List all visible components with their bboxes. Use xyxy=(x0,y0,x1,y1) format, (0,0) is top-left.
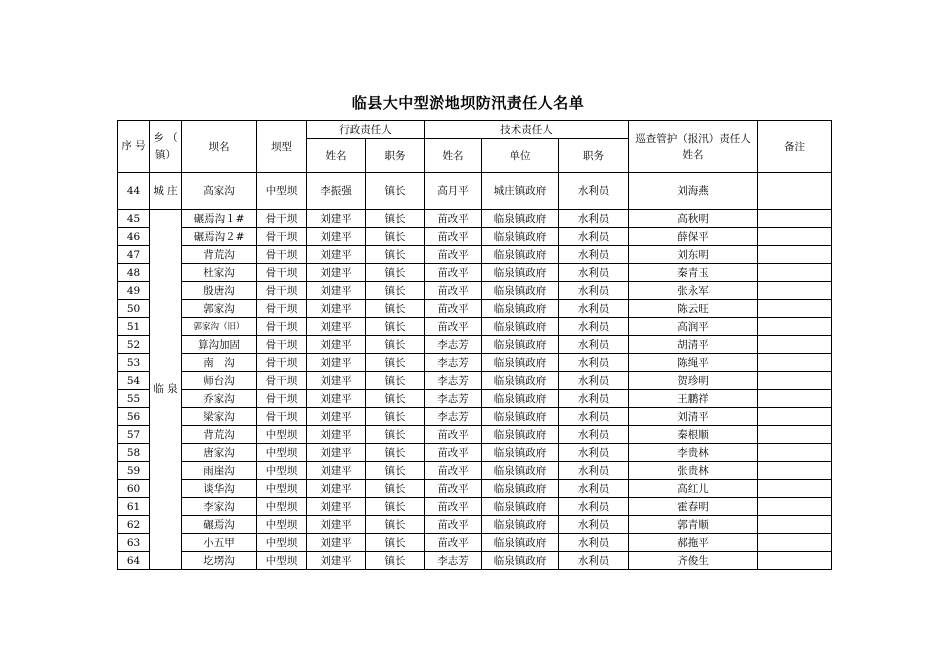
cell-patrol: 薛保平 xyxy=(629,228,758,246)
cell-admin-post: 镇长 xyxy=(366,228,425,246)
cell-tech-post: 水利员 xyxy=(559,282,629,300)
cell-dam-type: 骨干坝 xyxy=(257,264,307,282)
cell-dam-name: 杜家沟 xyxy=(182,264,257,282)
cell-tech-name: 苗改平 xyxy=(425,498,482,516)
cell-admin-name: 刘建平 xyxy=(307,210,366,228)
cell-tech-name: 苗改平 xyxy=(425,444,482,462)
header-remark: 备注 xyxy=(758,121,832,173)
table-row xyxy=(118,282,832,300)
cell-seq: 44 xyxy=(118,173,150,210)
cell-remark xyxy=(758,552,832,570)
cell-seq: 45 xyxy=(118,210,150,228)
cell-dam-type: 骨干坝 xyxy=(257,318,307,336)
cell-admin-name: 刘建平 xyxy=(307,390,366,408)
cell-admin-name: 刘建平 xyxy=(307,336,366,354)
cell-admin-post: 镇长 xyxy=(366,318,425,336)
cell-dam-type: 中型坝 xyxy=(257,426,307,444)
cell-patrol: 郝拖平 xyxy=(629,534,758,552)
cell-tech-name: 苗改平 xyxy=(425,534,482,552)
header-tech-name: 姓名 xyxy=(425,139,482,173)
cell-admin-name: 刘建平 xyxy=(307,282,366,300)
cell-tech-name: 苗改平 xyxy=(425,426,482,444)
cell-tech-post: 水利员 xyxy=(559,336,629,354)
header-admin-name: 姓名 xyxy=(307,139,366,173)
cell-admin-name: 刘建平 xyxy=(307,354,366,372)
cell-admin-name: 刘建平 xyxy=(307,408,366,426)
header-town: 乡 （ 镇） xyxy=(150,121,182,173)
cell-patrol: 陈云旺 xyxy=(629,300,758,318)
cell-tech-unit: 临泉镇政府 xyxy=(482,390,559,408)
cell-admin-post: 镇长 xyxy=(366,426,425,444)
cell-tech-post: 水利员 xyxy=(559,516,629,534)
cell-tech-unit: 临泉镇政府 xyxy=(482,498,559,516)
cell-tech-name: 苗改平 xyxy=(425,462,482,480)
cell-admin-post: 镇长 xyxy=(366,516,425,534)
cell-admin-name: 刘建平 xyxy=(307,318,366,336)
cell-dam-type: 中型坝 xyxy=(257,552,307,570)
cell-tech-name: 苗改平 xyxy=(425,228,482,246)
cell-tech-post: 水利员 xyxy=(559,534,629,552)
cell-tech-name: 苗改平 xyxy=(425,264,482,282)
cell-seq: 61 xyxy=(118,498,150,516)
cell-dam-name: 小五甲 xyxy=(182,534,257,552)
cell-tech-post: 水利员 xyxy=(559,318,629,336)
cell-admin-post: 镇长 xyxy=(366,300,425,318)
cell-tech-post: 水利员 xyxy=(559,480,629,498)
table-row xyxy=(118,516,832,534)
table-row xyxy=(118,426,832,444)
cell-remark xyxy=(758,498,832,516)
cell-tech-post: 水利员 xyxy=(559,426,629,444)
cell-tech-name: 苗改平 xyxy=(425,210,482,228)
cell-tech-post: 水利员 xyxy=(559,552,629,570)
cell-dam-name: 高家沟 xyxy=(182,173,257,210)
cell-dam-name: 算沟加固 xyxy=(182,336,257,354)
header-dam-type: 坝型 xyxy=(257,121,307,173)
cell-patrol: 张永军 xyxy=(629,282,758,300)
cell-remark xyxy=(758,246,832,264)
cell-dam-name: 谈华沟 xyxy=(182,480,257,498)
table-row xyxy=(118,264,832,282)
table-row xyxy=(118,372,832,390)
cell-tech-name: 苗改平 xyxy=(425,318,482,336)
cell-seq: 47 xyxy=(118,246,150,264)
cell-remark xyxy=(758,264,832,282)
cell-admin-name: 刘建平 xyxy=(307,462,366,480)
cell-admin-post: 镇长 xyxy=(366,336,425,354)
cell-remark xyxy=(758,282,832,300)
cell-patrol: 刘东明 xyxy=(629,246,758,264)
cell-admin-name: 刘建平 xyxy=(307,444,366,462)
cell-remark xyxy=(758,408,832,426)
cell-tech-post: 水利员 xyxy=(559,264,629,282)
cell-tech-unit: 临泉镇政府 xyxy=(482,228,559,246)
cell-tech-name: 李志芳 xyxy=(425,336,482,354)
cell-seq: 52 xyxy=(118,336,150,354)
cell-dam-name: 碾焉沟１# xyxy=(182,210,257,228)
cell-patrol: 陈绳平 xyxy=(629,354,758,372)
cell-dam-type: 骨干坝 xyxy=(257,336,307,354)
cell-admin-post: 镇长 xyxy=(366,462,425,480)
cell-admin-name: 刘建平 xyxy=(307,552,366,570)
cell-dam-name: 殷唐沟 xyxy=(182,282,257,300)
cell-dam-name: 唐家沟 xyxy=(182,444,257,462)
cell-seq: 55 xyxy=(118,390,150,408)
cell-tech-name: 李志芳 xyxy=(425,552,482,570)
cell-seq: 59 xyxy=(118,462,150,480)
cell-admin-post: 镇长 xyxy=(366,264,425,282)
table-row xyxy=(118,534,832,552)
cell-remark xyxy=(758,480,832,498)
cell-dam-name: 郭家沟 xyxy=(182,300,257,318)
cell-seq: 56 xyxy=(118,408,150,426)
cell-tech-name: 苗改平 xyxy=(425,282,482,300)
cell-tech-unit: 临泉镇政府 xyxy=(482,336,559,354)
cell-patrol: 高秋明 xyxy=(629,210,758,228)
cell-admin-name: 刘建平 xyxy=(307,534,366,552)
cell-tech-post: 水利员 xyxy=(559,498,629,516)
table-row xyxy=(118,210,832,228)
cell-admin-name: 刘建平 xyxy=(307,372,366,390)
cell-tech-name: 苗改平 xyxy=(425,516,482,534)
cell-patrol: 高润平 xyxy=(629,318,758,336)
table-body xyxy=(118,121,832,570)
table-row xyxy=(118,444,832,462)
cell-seq: 60 xyxy=(118,480,150,498)
cell-dam-type: 骨干坝 xyxy=(257,390,307,408)
cell-tech-unit: 临泉镇政府 xyxy=(482,372,559,390)
cell-tech-unit: 临泉镇政府 xyxy=(482,426,559,444)
cell-dam-type: 骨干坝 xyxy=(257,282,307,300)
cell-patrol: 秦青玉 xyxy=(629,264,758,282)
cell-patrol: 李贵林 xyxy=(629,444,758,462)
cell-dam-type: 骨干坝 xyxy=(257,246,307,264)
cell-seq: 63 xyxy=(118,534,150,552)
cell-tech-post: 水利员 xyxy=(559,390,629,408)
cell-tech-unit: 临泉镇政府 xyxy=(482,354,559,372)
cell-tech-unit: 临泉镇政府 xyxy=(482,480,559,498)
cell-tech-post: 水利员 xyxy=(559,210,629,228)
cell-remark xyxy=(758,318,832,336)
cell-dam-name: 李家沟 xyxy=(182,498,257,516)
cell-patrol: 齐俊生 xyxy=(629,552,758,570)
cell-dam-name: 梁家沟 xyxy=(182,408,257,426)
header-admin-group: 行政责任人 xyxy=(307,121,425,139)
cell-admin-name: 刘建平 xyxy=(307,300,366,318)
cell-remark xyxy=(758,462,832,480)
cell-tech-name: 苗改平 xyxy=(425,300,482,318)
cell-tech-unit: 临泉镇政府 xyxy=(482,318,559,336)
cell-tech-unit: 临泉镇政府 xyxy=(482,210,559,228)
cell-tech-post: 水利员 xyxy=(559,462,629,480)
cell-dam-type: 骨干坝 xyxy=(257,354,307,372)
cell-admin-name: 刘建平 xyxy=(307,498,366,516)
cell-tech-unit: 临泉镇政府 xyxy=(482,300,559,318)
cell-remark xyxy=(758,426,832,444)
cell-admin-post: 镇长 xyxy=(366,282,425,300)
cell-seq: 46 xyxy=(118,228,150,246)
cell-tech-name: 李志芳 xyxy=(425,390,482,408)
cell-seq: 50 xyxy=(118,300,150,318)
cell-admin-name: 刘建平 xyxy=(307,246,366,264)
cell-patrol: 张贵林 xyxy=(629,462,758,480)
cell-remark xyxy=(758,390,832,408)
cell-dam-type: 中型坝 xyxy=(257,516,307,534)
cell-seq: 54 xyxy=(118,372,150,390)
header-tech-post: 职务 xyxy=(559,139,629,173)
cell-seq: 51 xyxy=(118,318,150,336)
cell-patrol: 郭青顺 xyxy=(629,516,758,534)
cell-dam-type: 骨干坝 xyxy=(257,210,307,228)
table-row xyxy=(118,462,832,480)
cell-seq: 48 xyxy=(118,264,150,282)
cell-dam-name: 乔家沟 xyxy=(182,390,257,408)
cell-town: 城 庄 xyxy=(150,173,182,210)
table-row xyxy=(118,228,832,246)
cell-admin-post: 镇长 xyxy=(366,498,425,516)
cell-dam-type: 中型坝 xyxy=(257,498,307,516)
cell-patrol: 刘清平 xyxy=(629,408,758,426)
cell-admin-post: 镇长 xyxy=(366,480,425,498)
cell-admin-name: 刘建平 xyxy=(307,480,366,498)
cell-seq: 49 xyxy=(118,282,150,300)
table-row xyxy=(118,390,832,408)
cell-dam-type: 中型坝 xyxy=(257,444,307,462)
cell-patrol: 高红儿 xyxy=(629,480,758,498)
header-seq: 序 号 xyxy=(118,121,150,173)
cell-tech-unit: 城庄镇政府 xyxy=(482,173,559,210)
cell-tech-unit: 临泉镇政府 xyxy=(482,444,559,462)
cell-dam-type: 骨干坝 xyxy=(257,228,307,246)
cell-remark xyxy=(758,336,832,354)
cell-tech-name: 苗改平 xyxy=(425,480,482,498)
header-row-1 xyxy=(118,121,832,139)
responsibility-table xyxy=(117,120,832,570)
header-dam-name: 坝名 xyxy=(182,121,257,173)
cell-patrol: 王鹏祥 xyxy=(629,390,758,408)
cell-admin-post: 镇长 xyxy=(366,408,425,426)
cell-patrol: 贺珍明 xyxy=(629,372,758,390)
cell-town: 临 泉 xyxy=(150,210,182,570)
cell-tech-post: 水利员 xyxy=(559,300,629,318)
cell-dam-name: 背荒沟 xyxy=(182,246,257,264)
cell-dam-name: 背荒沟 xyxy=(182,426,257,444)
cell-tech-post: 水利员 xyxy=(559,173,629,210)
cell-tech-name: 李志芳 xyxy=(425,354,482,372)
cell-dam-type: 中型坝 xyxy=(257,534,307,552)
cell-dam-type: 骨干坝 xyxy=(257,300,307,318)
cell-tech-post: 水利员 xyxy=(559,408,629,426)
cell-seq: 57 xyxy=(118,426,150,444)
cell-admin-post: 镇长 xyxy=(366,354,425,372)
cell-remark xyxy=(758,210,832,228)
cell-remark xyxy=(758,516,832,534)
cell-remark xyxy=(758,444,832,462)
cell-seq: 53 xyxy=(118,354,150,372)
cell-tech-unit: 临泉镇政府 xyxy=(482,246,559,264)
table-row xyxy=(118,173,832,210)
cell-seq: 58 xyxy=(118,444,150,462)
cell-admin-post: 镇长 xyxy=(366,210,425,228)
cell-dam-type: 中型坝 xyxy=(257,480,307,498)
cell-admin-post: 镇长 xyxy=(366,552,425,570)
cell-admin-name: 刘建平 xyxy=(307,264,366,282)
cell-tech-post: 水利员 xyxy=(559,372,629,390)
cell-patrol: 刘海燕 xyxy=(629,173,758,210)
cell-dam-name: 郭家沟（旧） xyxy=(182,318,257,336)
cell-tech-post: 水利员 xyxy=(559,354,629,372)
table-row xyxy=(118,354,832,372)
cell-patrol: 胡清平 xyxy=(629,336,758,354)
table-row xyxy=(118,336,832,354)
cell-tech-name: 苗改平 xyxy=(425,246,482,264)
table-row xyxy=(118,408,832,426)
cell-admin-post: 镇长 xyxy=(366,444,425,462)
cell-remark xyxy=(758,534,832,552)
cell-seq: 62 xyxy=(118,516,150,534)
cell-admin-name: 李振强 xyxy=(307,173,366,210)
header-admin-post: 职务 xyxy=(366,139,425,173)
cell-admin-post: 镇长 xyxy=(366,534,425,552)
cell-tech-unit: 临泉镇政府 xyxy=(482,516,559,534)
header-patrol: 巡查管护（报汛）责任人 姓名 xyxy=(629,121,758,173)
cell-tech-unit: 临泉镇政府 xyxy=(482,408,559,426)
cell-admin-name: 刘建平 xyxy=(307,426,366,444)
cell-remark xyxy=(758,354,832,372)
cell-tech-unit: 临泉镇政府 xyxy=(482,282,559,300)
cell-dam-type: 骨干坝 xyxy=(257,408,307,426)
table-row xyxy=(118,480,832,498)
cell-tech-name: 高月平 xyxy=(425,173,482,210)
cell-remark xyxy=(758,173,832,210)
cell-admin-post: 镇长 xyxy=(366,390,425,408)
cell-admin-name: 刘建平 xyxy=(307,516,366,534)
cell-dam-type: 中型坝 xyxy=(257,462,307,480)
table-row xyxy=(118,300,832,318)
cell-dam-name: 南 沟 xyxy=(182,354,257,372)
cell-remark xyxy=(758,372,832,390)
cell-admin-post: 镇长 xyxy=(366,372,425,390)
cell-tech-post: 水利员 xyxy=(559,444,629,462)
cell-dam-type: 骨干坝 xyxy=(257,372,307,390)
cell-tech-post: 水利员 xyxy=(559,228,629,246)
cell-dam-name: 碾焉沟 xyxy=(182,516,257,534)
cell-remark xyxy=(758,228,832,246)
cell-remark xyxy=(758,300,832,318)
cell-patrol: 霍春明 xyxy=(629,498,758,516)
cell-dam-type: 中型坝 xyxy=(257,173,307,210)
header-tech-unit: 单位 xyxy=(482,139,559,173)
cell-admin-post: 镇长 xyxy=(366,246,425,264)
cell-admin-name: 刘建平 xyxy=(307,228,366,246)
cell-admin-post: 镇长 xyxy=(366,173,425,210)
cell-dam-name: 雨崖沟 xyxy=(182,462,257,480)
cell-seq: 64 xyxy=(118,552,150,570)
cell-patrol: 秦根顺 xyxy=(629,426,758,444)
table-row xyxy=(118,498,832,516)
table-row xyxy=(118,246,832,264)
document-title: 临县大中型淤地坝防汛责任人名单 xyxy=(351,94,585,112)
cell-tech-post: 水利员 xyxy=(559,246,629,264)
cell-tech-unit: 临泉镇政府 xyxy=(482,462,559,480)
table-row xyxy=(118,552,832,570)
cell-tech-name: 李志芳 xyxy=(425,408,482,426)
cell-tech-name: 李志芳 xyxy=(425,372,482,390)
cell-dam-name: 碾焉沟２# xyxy=(182,228,257,246)
cell-tech-unit: 临泉镇政府 xyxy=(482,552,559,570)
table-row xyxy=(118,318,832,336)
cell-dam-name: 师台沟 xyxy=(182,372,257,390)
cell-tech-unit: 临泉镇政府 xyxy=(482,264,559,282)
cell-tech-unit: 临泉镇政府 xyxy=(482,534,559,552)
cell-dam-name: 圪塄沟 xyxy=(182,552,257,570)
header-tech-group: 技术责任人 xyxy=(425,121,629,139)
